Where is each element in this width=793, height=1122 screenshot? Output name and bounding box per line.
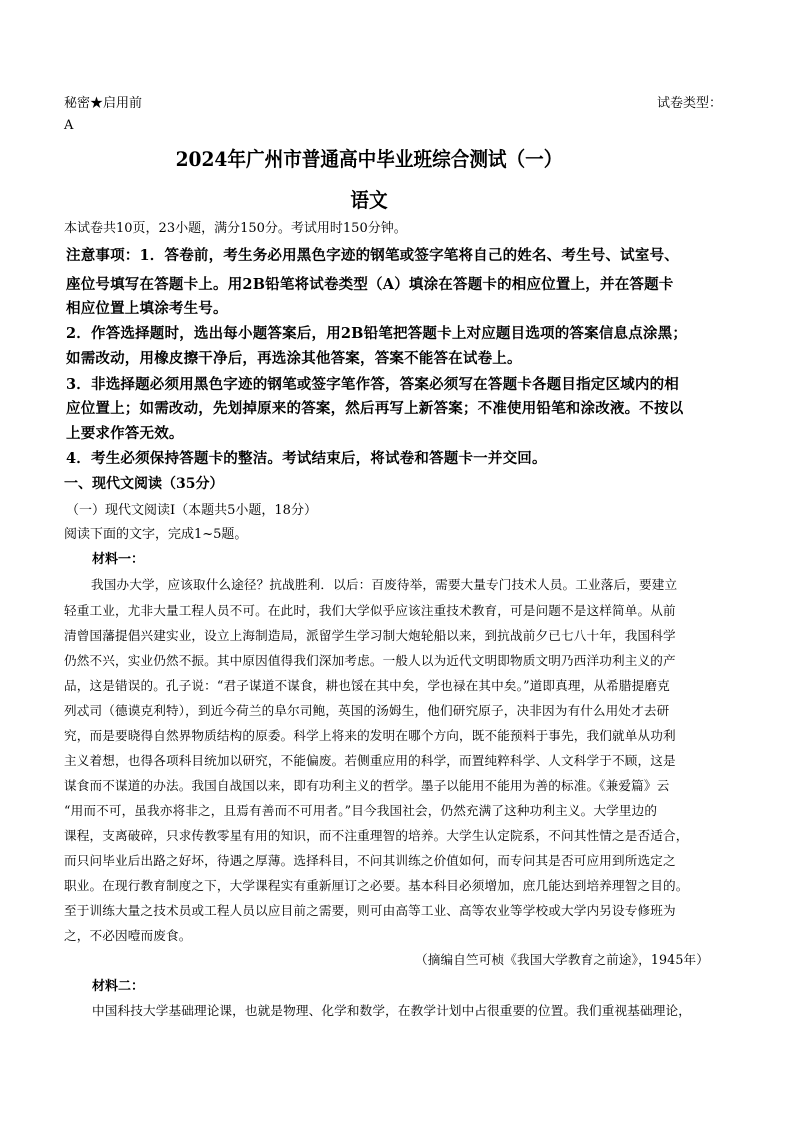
material-1-line: 职业。在现行教育制度之下，大学课程实有重新厘订之必要。基本科目必须增加，庶几能达到培养理智之目的。: [64, 878, 689, 893]
notes-line: 应位置上；如需改动，先划掉原来的答案，然后再写上新答案；不准使用铅笔和涂改液。不按以: [66, 400, 684, 417]
material-2-label: 材料二：: [92, 979, 145, 994]
notes-line: 如需改动，用橡皮擦干净后，再选涂其他答案，答案不能答在试卷上。: [66, 350, 522, 367]
material-1-line: 究，而是要晓得自然界物质结构的原委。科学上将来的发明在哪个方向，既不能预料于事先，我们就单从功利: [64, 728, 676, 743]
exam-intro: 本试卷共10页，23小题，满分150分。考试用时150分钟。: [64, 221, 407, 236]
material-1-line: 仍然不兴，实业仍然不振。其中原因值得我们深加考虑。一般人以为近代文明即物质文明乃西洋功利主义的产: [64, 653, 676, 668]
material-1-line: 课程，支离破碎，只求传教零星有用的知识，而不注重理智的培养。大学生认定院系，不问其性情之是否适合，: [64, 828, 689, 843]
exam-title: 2024年广州市普通高中毕业班综合测试（一）: [175, 147, 563, 171]
notes-line: 相应位置上填涂考生号。: [66, 300, 228, 317]
material-1-line: “用而不可，虽我亦将非之，且焉有善而不可用者。”目今我国社会，仍然充满了这种功利主义。大学里边的: [64, 803, 658, 818]
section-heading: 一、现代文阅读（35分）: [64, 476, 224, 492]
material-1-line: 品，这是错误的。孔子说：“君子谋道不谋食，耕也馁在其中矣，学也禄在其中矣。”道即真理，从希腊提磨克: [64, 678, 670, 693]
section-instruction: 阅读下面的文字，完成1~5题。: [64, 527, 248, 542]
paper-type-value: A: [64, 118, 74, 133]
secret-label: 秘密★启用前: [64, 96, 143, 111]
material-1-line: 谋食而不谋道的办法。我国自战国以来，即有功利主义的哲学。墨子以能用不能用为善的标准。《兼爱篇》云: [64, 778, 670, 793]
section-sub-heading: （一）现代文阅读Ⅰ（本题共5小题，18分）: [66, 503, 317, 518]
material-1-line: 轻重工业，尤非大量工程人员不可。在此时，我们大学似乎应该注重技术教育，可是问题不是这样简单。从前: [64, 603, 676, 618]
subject-title: 语文: [350, 188, 388, 212]
material-1-line: 列忒司（德谟克利特），到近今荷兰的阜尔司鲍，英国的汤姆生，他们研究原子，决非因为有什么用处才去研: [64, 703, 670, 718]
material-2-line: 中国科技大学基础理论课，也就是物理、化学和数学，在教学计划中占很重要的位置。我们重视基础理论，: [92, 1003, 691, 1018]
material-1-line: 清曾国藩提倡兴建实业，设立上海制造局，派留学生学习制大炮轮船以来，到抗战前夕已七八十年，我国科学: [64, 628, 676, 643]
material-1-line: 而只问毕业后出路之好坏，待遇之厚薄。选择科目，不问其训练之价值如何，而专问其是否可应用到所选定之: [64, 853, 676, 868]
notes-line: 4．考生必须保持答题卡的整洁。考试结束后，将试卷和答题卡一并交回。: [66, 450, 547, 467]
material-1-label: 材料一：: [92, 552, 145, 567]
notes-line: 2．作答选择题时，选出每小题答案后，用2B铅笔把答题卡上对应题目选项的答案信息点涂黑；: [66, 325, 688, 342]
material-1-line: 我国办大学，应该取什么途径？抗战胜利．以后：百废待举，需要大量专门技术人员。工业落后，要建立: [91, 577, 678, 592]
notes-line: 上要求作答无效。: [66, 425, 184, 442]
notes-line: 注意事项：1．答卷前，考生务必用黑色字迹的钢笔或签字笔将自己的姓名、考生号、试室号、: [66, 247, 679, 264]
notes-line: 座位号填写在答题卡上。用2B铅笔将试卷类型（A）填涂在答题卡的相应位置上，并在答题卡: [66, 276, 674, 293]
material-1-line: 至于训练大量之技术员或工程人员以应目前之需要，则可由高等工业、高等农业等学校或大学内另设专修班为: [64, 903, 676, 918]
material-1-line: 之，不必因噎而废食。: [64, 928, 192, 943]
material-1-source: （摘编自竺可桢《我国大学教育之前途》，1945年）: [415, 952, 709, 967]
notes-line: 3．非选择题必须用黑色字迹的钢笔或签字笔作答，答案必须写在答题卡各题目指定区域内的相: [66, 376, 679, 393]
material-1-line: 主义着想，也得各项科目统加以研究，不能偏废。若侧重应用的科学，而置纯粹科学、人文科学于不顾，这是: [64, 753, 676, 768]
paper-type-label: 试卷类型：: [657, 96, 723, 111]
